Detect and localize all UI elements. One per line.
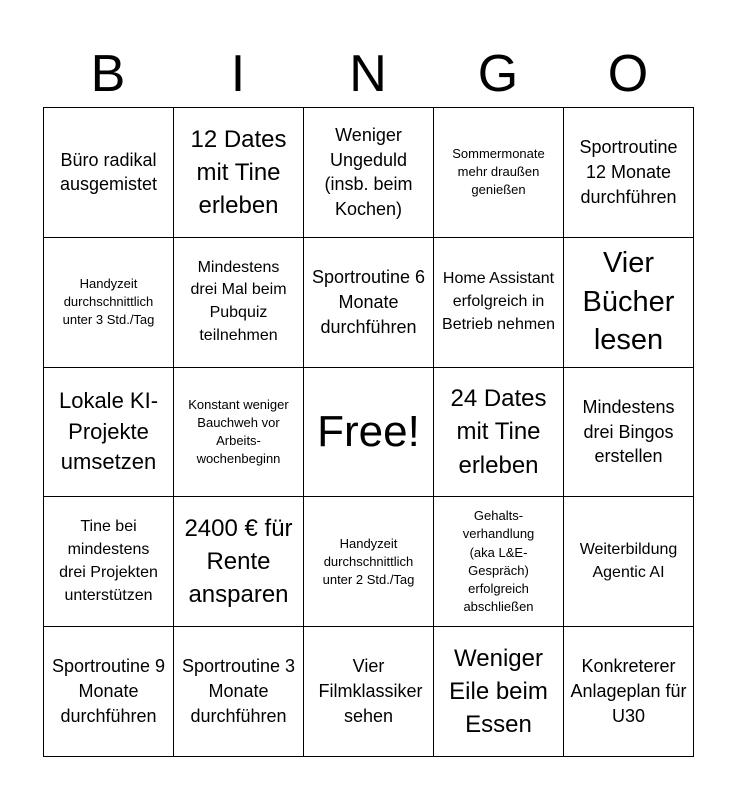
bingo-cell[interactable] — [44, 497, 174, 627]
bingo-cell[interactable] — [174, 238, 304, 368]
bingo-cell[interactable] — [564, 497, 694, 627]
bingo-card — [43, 107, 694, 757]
bingo-cell[interactable] — [174, 497, 304, 627]
bingo-cell[interactable] — [44, 627, 174, 757]
bingo-cell[interactable] — [434, 238, 564, 368]
bingo-cell-text: Lokale KI-Projekte umsetzen — [58, 388, 159, 475]
bingo-cell[interactable] — [564, 238, 694, 368]
bingo-cell-text: Sportroutine 12 Monate durchführen — [579, 137, 678, 207]
bingo-cell[interactable] — [564, 627, 694, 757]
bingo-cell-text: Tine bei mindestens drei Projekten unterstützen — [59, 518, 158, 604]
bingo-cell-text: Handyzeit durchschnittlich unter 3 Std./Tag — [62, 275, 155, 328]
bingo-cell[interactable] — [174, 368, 304, 498]
bingo-cell[interactable] — [434, 627, 564, 757]
bingo-cell[interactable] — [434, 108, 564, 238]
bingo-cell[interactable] — [304, 497, 434, 627]
header-letter-i: I — [230, 45, 246, 103]
bingo-cell-text: Free! — [317, 406, 420, 456]
bingo-cell-text: Weiterbildung Agentic AI — [579, 541, 678, 581]
bingo-cell-text: Mindestens drei Mal beim Pubquiz teilnehmen — [190, 258, 287, 344]
bingo-cell[interactable] — [304, 108, 434, 238]
bingo-cell[interactable] — [174, 108, 304, 238]
bingo-cell-text: Handyzeit durchschnittlich unter 2 Std./Tag — [322, 535, 415, 587]
bingo-cell[interactable] — [44, 368, 174, 498]
bingo-cell[interactable] — [44, 108, 174, 238]
bingo-cell[interactable] — [174, 627, 304, 757]
header-letter-o: O — [607, 45, 649, 103]
bingo-cell-text: Sommermonate mehr draußen genießen — [452, 146, 545, 198]
bingo-cell-text: Vier Filmklassiker sehen — [318, 656, 423, 726]
bingo-header — [43, 40, 693, 108]
bingo-cell[interactable] — [44, 238, 174, 368]
bingo-cell-text: Sportroutine 9 Monate durchführen — [51, 656, 166, 726]
bingo-cell-text: Konkreterer Anlageplan für U30 — [570, 656, 687, 726]
bingo-cell[interactable] — [304, 238, 434, 368]
bingo-cell-text: Büro radikal ausgemistet — [59, 149, 158, 195]
bingo-cell-text: Weniger Ungeduld (insb. beim Kochen) — [324, 124, 413, 220]
bingo-cell-text: 24 Dates mit Tine erleben — [450, 385, 547, 479]
bingo-cell[interactable] — [434, 497, 564, 627]
bingo-cell[interactable] — [304, 627, 434, 757]
bingo-cell-text: Home Assistant erfolgreich in Betrieb nehmen — [442, 270, 555, 333]
header-letter-g: G — [477, 45, 519, 103]
bingo-cell-text: Mindestens drei Bingos erstellen — [582, 396, 675, 467]
bingo-cell-text: Sportroutine 3 Monate durchführen — [181, 656, 296, 726]
bingo-cell[interactable] — [564, 368, 694, 498]
bingo-cell-text: Vier Bücher lesen — [582, 247, 675, 357]
bingo-cell[interactable] — [434, 368, 564, 498]
bingo-cell[interactable] — [564, 108, 694, 238]
bingo-cell-text: Konstant weniger Bauchweh vor Arbeits-wochenbeginn — [188, 396, 289, 467]
bingo-cell-text: Weniger Eile beim Essen — [449, 644, 548, 739]
header-letter-b: B — [90, 45, 126, 103]
bingo-cell-text: 2400 € für Rente ansparen — [184, 515, 293, 609]
bingo-cell-free[interactable] — [304, 368, 434, 498]
bingo-cell-text: Sportroutine 6 Monate durchführen — [311, 266, 426, 337]
bingo-cell-text: Gehalts-verhandlung (aka L&E-Gespräch) erfolgreich abschließen — [462, 508, 535, 615]
bingo-cell-text: 12 Dates mit Tine erleben — [190, 125, 287, 219]
header-letter-n: N — [349, 45, 387, 103]
